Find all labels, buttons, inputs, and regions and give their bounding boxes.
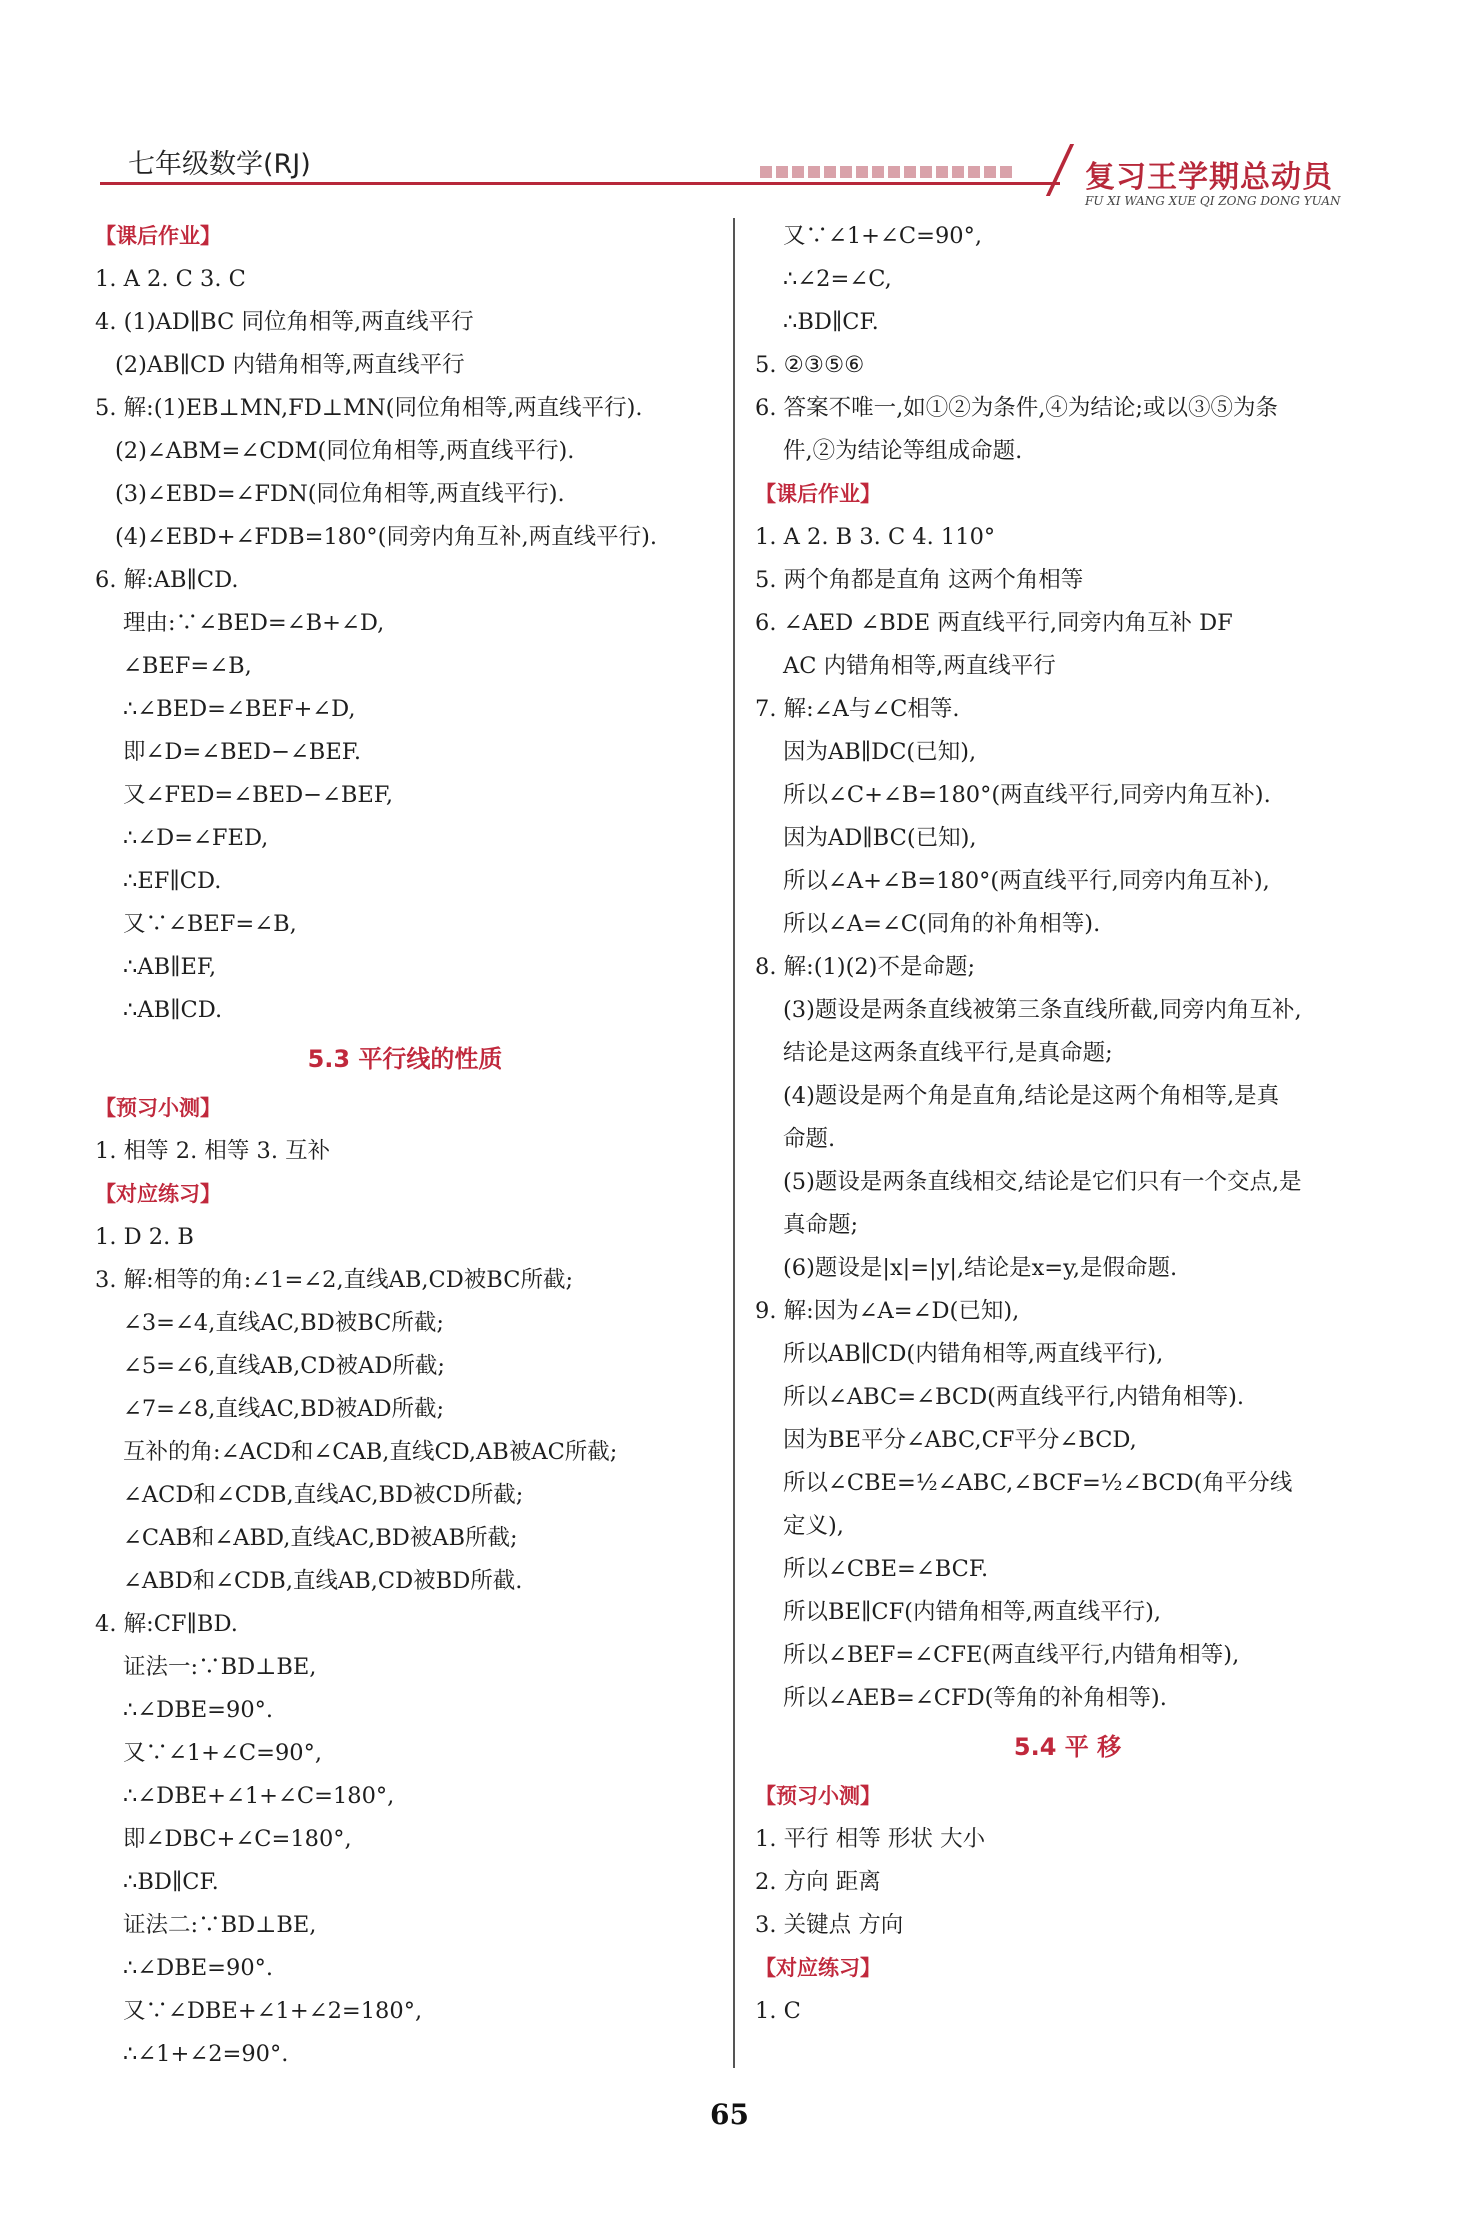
answer-line: ∠BEF=∠B, (123, 653, 252, 679)
answer-line: ∴∠DBE=90°. (123, 1697, 274, 1723)
answer-line: ∴∠D=∠FED, (123, 825, 269, 851)
answer-line: (6)题设是|x|=|y|,结论是x=y,是假命题. (783, 1255, 1178, 1281)
answer-line: 真命题; (783, 1212, 859, 1238)
answer-line: 4. (1)AD∥BC 同位角相等,两直线平行 (95, 309, 474, 335)
answer-line: (4)∠EBD+∠FDB=180°(同旁内角互补,两直线平行). (115, 524, 658, 550)
answer-line: 因为BE平分∠ABC,CF平分∠BCD, (783, 1427, 1137, 1453)
answer-line: 所以∠ABC=∠BCD(两直线平行,内错角相等). (783, 1384, 1245, 1410)
answer-line: ∴∠1+∠2=90°. (123, 2041, 289, 2067)
answer-line: 3. 关键点 方向 (755, 1912, 904, 1938)
answer-line: 1. D 2. B (95, 1224, 194, 1250)
section-tag: 【对应练习】 (755, 1956, 881, 1980)
answer-line: 所以∠CBE=½∠ABC,∠BCF=½∠BCD(角平分线 (783, 1470, 1293, 1496)
answer-line: 9. 解:因为∠A=∠D(已知), (755, 1298, 1020, 1324)
brand-subtitle: FU XI WANG XUE QI ZONG DONG YUAN (1085, 194, 1341, 208)
brand-slash (1046, 144, 1074, 196)
answer-line: 因为AD∥BC(已知), (783, 825, 977, 851)
answer-line: ∠ACD和∠CDB,直线AC,BD被CD所截; (123, 1482, 524, 1508)
answer-line: ∴AB∥EF, (123, 954, 217, 980)
answer-line: 1. 相等 2. 相等 3. 互补 (95, 1138, 331, 1164)
answer-line: 7. 解:∠A与∠C相等. (755, 696, 960, 722)
section-heading: 5.3 平行线的性质 (307, 1045, 503, 1073)
answer-line: 所以∠CBE=∠BCF. (783, 1556, 989, 1582)
answer-line: 5. ②③⑤⑥ (755, 352, 865, 378)
header-rule (100, 182, 1060, 185)
section-tag: 【预习小测】 (755, 1784, 881, 1808)
answer-line: 1. A 2. B 3. C 4. 110° (755, 524, 996, 550)
answer-line: 即∠DBC+∠C=180°, (123, 1826, 352, 1852)
answer-line: 6. 答案不唯一,如①②为条件,④为结论;或以③⑤为条 (755, 395, 1279, 421)
answer-line: ∴BD∥CF. (123, 1869, 219, 1895)
answer-line: 又∠FED=∠BED−∠BEF, (123, 782, 394, 808)
answer-line: 5. 解:(1)EB⊥MN,FD⊥MN(同位角相等,两直线平行). (95, 395, 643, 421)
brand-logo: 复习王学期总动员 (1085, 160, 1333, 195)
answer-line: ∴AB∥CD. (123, 997, 223, 1023)
answer-line: 又∵∠1+∠C=90°, (123, 1740, 322, 1766)
answer-line: 理由:∵∠BED=∠B+∠D, (123, 610, 385, 636)
answer-line: 又∵∠1+∠C=90°, (783, 223, 982, 249)
answer-line: 4. 解:CF∥BD. (95, 1611, 238, 1637)
section-tag: 【课后作业】 (95, 224, 221, 248)
answer-line: 结论是这两条直线平行,是真命题; (783, 1040, 1113, 1066)
section-tag: 【预习小测】 (95, 1096, 221, 1120)
answer-line: ∠7=∠8,直线AC,BD被AD所截; (123, 1396, 445, 1422)
right-column (755, 215, 1380, 2033)
section-tag: 【课后作业】 (755, 482, 881, 506)
answer-line: 所以∠A+∠B=180°(两直线平行,同旁内角互补), (783, 868, 1270, 894)
answer-line: 所以AB∥CD(内错角相等,两直线平行), (783, 1341, 1164, 1367)
answer-line: 6. 解:AB∥CD. (95, 567, 239, 593)
answer-line: ∠ABD和∠CDB,直线AB,CD被BD所截. (123, 1568, 523, 1594)
answer-line: 证法二:∵BD⊥BE, (123, 1912, 317, 1938)
page-number: 65 (710, 2098, 749, 2131)
section-heading: 5.4 平 移 (1013, 1733, 1122, 1761)
answer-line: 互补的角:∠ACD和∠CAB,直线CD,AB被AC所截; (123, 1439, 618, 1465)
answer-line: 所以∠AEB=∠CFD(等角的补角相等). (783, 1685, 1167, 1711)
answer-line: 命题. (783, 1126, 836, 1152)
answer-line: 1. C (755, 1998, 801, 2024)
answer-line: 所以∠C+∠B=180°(两直线平行,同旁内角互补). (783, 782, 1271, 808)
answer-line: (3)∠EBD=∠FDN(同位角相等,两直线平行). (115, 481, 565, 507)
answer-line: (4)题设是两个角是直角,结论是这两个角相等,是真 (783, 1083, 1280, 1109)
answer-line: 所以∠A=∠C(同角的补角相等). (783, 911, 1101, 937)
answer-line: 1. A 2. C 3. C (95, 266, 246, 292)
answer-line: ∠5=∠6,直线AB,CD被AD所截; (123, 1353, 445, 1379)
answer-line: 所以BE∥CF(内错角相等,两直线平行), (783, 1599, 1162, 1625)
answer-line: ∠3=∠4,直线AC,BD被BC所截; (123, 1310, 444, 1336)
answer-line: ∴EF∥CD. (123, 868, 222, 894)
answer-line: ∴∠BED=∠BEF+∠D, (123, 696, 356, 722)
answer-line: 1. 平行 相等 形状 大小 (755, 1826, 986, 1852)
answer-line: 即∠D=∠BED−∠BEF. (123, 739, 362, 765)
answer-line: 6. ∠AED ∠BDE 两直线平行,同旁内角互补 DF (755, 610, 1233, 636)
answer-line: 又∵∠DBE+∠1+∠2=180°, (123, 1998, 423, 2024)
left-column (95, 215, 715, 2076)
answer-line: ∴∠2=∠C, (783, 266, 892, 292)
answer-line: ∴∠DBE=90°. (123, 1955, 274, 1981)
answer-line: ∴BD∥CF. (783, 309, 879, 335)
page-header (100, 130, 1370, 210)
answer-line: (2)∠ABM=∠CDM(同位角相等,两直线平行). (115, 438, 575, 464)
answer-line: (3)题设是两条直线被第三条直线所截,同旁内角互补, (783, 997, 1302, 1023)
answer-line: 3. 解:相等的角:∠1=∠2,直线AB,CD被BC所截; (95, 1267, 574, 1293)
column-divider (733, 218, 735, 2068)
answer-line: 证法一:∵BD⊥BE, (123, 1654, 317, 1680)
answer-line: 所以∠BEF=∠CFE(两直线平行,内错角相等), (783, 1642, 1240, 1668)
answer-line: ∠CAB和∠ABD,直线AC,BD被AB所截; (123, 1525, 518, 1551)
answer-line: (5)题设是两条直线相交,结论是它们只有一个交点,是 (783, 1169, 1302, 1195)
book-title: 七年级数学(RJ) (128, 149, 311, 180)
answer-line: AC 内错角相等,两直线平行 (783, 653, 1056, 679)
answer-line: (2)AB∥CD 内错角相等,两直线平行 (115, 352, 465, 378)
answer-line: 2. 方向 距离 (755, 1869, 881, 1895)
answer-line: 件,②为结论等组成命题. (783, 438, 1023, 464)
answer-line: 又∵∠BEF=∠B, (123, 911, 297, 937)
header-dots (760, 166, 1012, 178)
answer-line: 定义), (783, 1513, 844, 1539)
answer-line: 8. 解:(1)(2)不是命题; (755, 954, 976, 980)
section-tag: 【对应练习】 (95, 1182, 221, 1206)
answer-line: ∴∠DBE+∠1+∠C=180°, (123, 1783, 395, 1809)
answer-line: 因为AB∥DC(已知), (783, 739, 977, 765)
answer-line: 5. 两个角都是直角 这两个角相等 (755, 567, 1084, 593)
